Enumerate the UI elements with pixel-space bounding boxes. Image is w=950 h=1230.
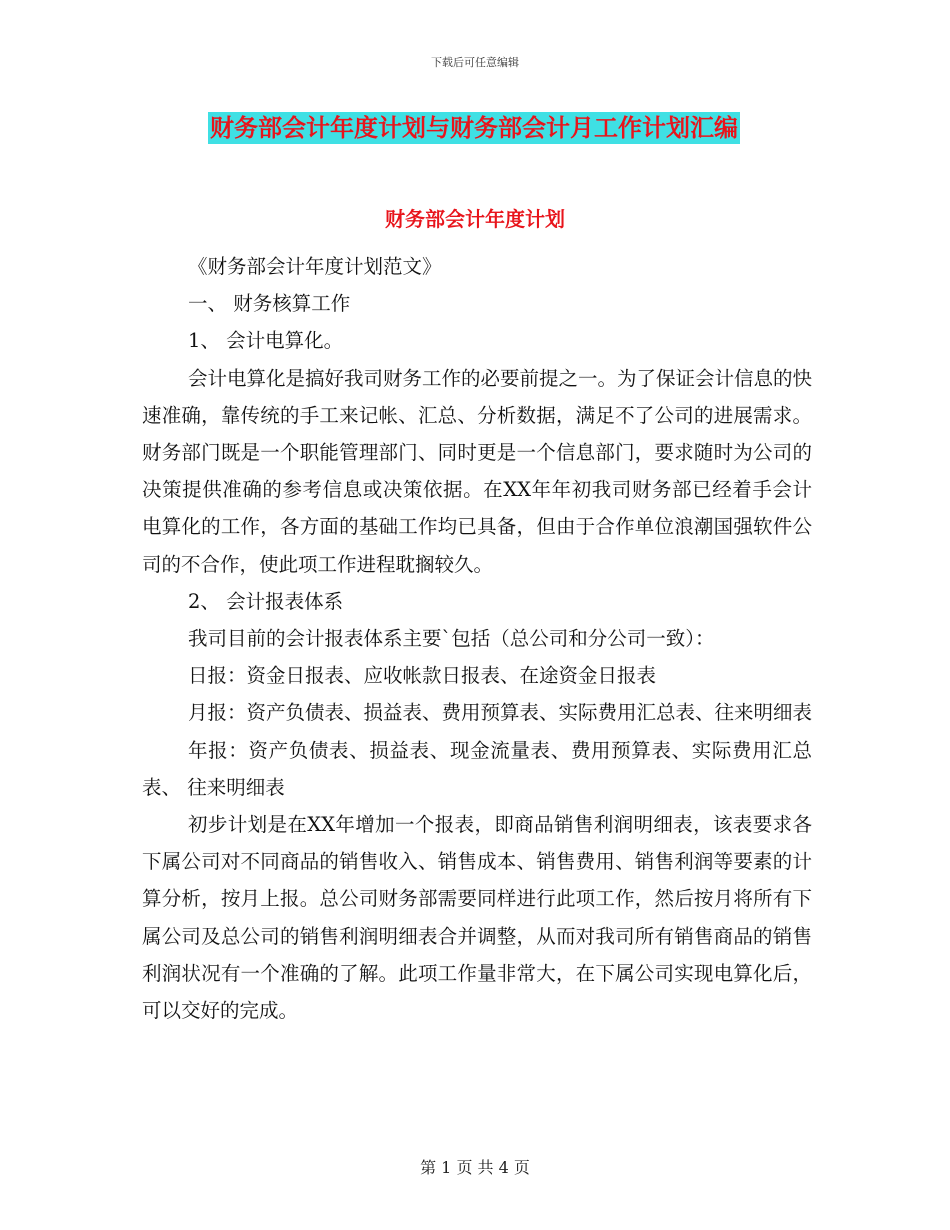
paragraph: 《财务部会计年度计划范文》: [188, 255, 442, 278]
paragraph: 一、 财务核算工作: [188, 292, 351, 316]
section-title: 财务部会计年度计划: [385, 207, 565, 231]
paragraph: 年报：资产负债表、损益表、现金流量表、费用预算表、实际费用汇总表、 往来明细表: [142, 738, 812, 799]
paragraph: 2、 会计报表体系: [188, 589, 344, 613]
paragraph: 月报：资产负债表、损益表、费用预算表、实际费用汇总表、往来明细表: [188, 701, 813, 725]
paragraph: 初步计划是在XX年增加一个报表，即商品销售利润明细表，该表要求各下属公司对不同商品的销售收入、销售成本、销售费用、销售利润等要素的计算分析，按月上报。总公司财务部需要同样进行此项工作，然后按月将所有下属公司及总公司的销售利润明细表合并调整，从而对我司所有销售商品的销售利润状况有一个准确的了解。此项工作量非常大，在下属公司实现电算化后，可以交好的完成。: [142, 813, 812, 1023]
document-title: 财务部会计年度计划与财务部会计月工作计划汇编: [210, 114, 738, 142]
page-footer: 第 1 页 共 4 页: [420, 1158, 530, 1177]
document-body: [142, 248, 812, 1029]
header-note: 下载后可任意编辑: [431, 56, 519, 69]
paragraph: 1、 会计电算化。: [188, 329, 344, 353]
paragraph: 我司目前的会计报表体系主要`包括（总公司和分公司一致）：: [188, 627, 715, 651]
paragraph: 会计电算化是搞好我司财务工作的必要前提之一。为了保证会计信息的快速准确，靠传统的手工来记帐、汇总、分析数据，满足不了公司的进展需求。财务部门既是一个职能管理部门、同时更是一个信息部门，要求随时为公司的决策提供准确的参考信息或决策依据。在XX年年初我司财务部已经着手会计电算化的工作，各方面的基础工作均已具备，但由于合作单位浪潮国强软件公司的不合作，使此项工作进程耽搁较久。: [142, 366, 813, 576]
paragraph: 日报：资金日报表、应收帐款日报表、在途资金日报表: [188, 664, 657, 688]
